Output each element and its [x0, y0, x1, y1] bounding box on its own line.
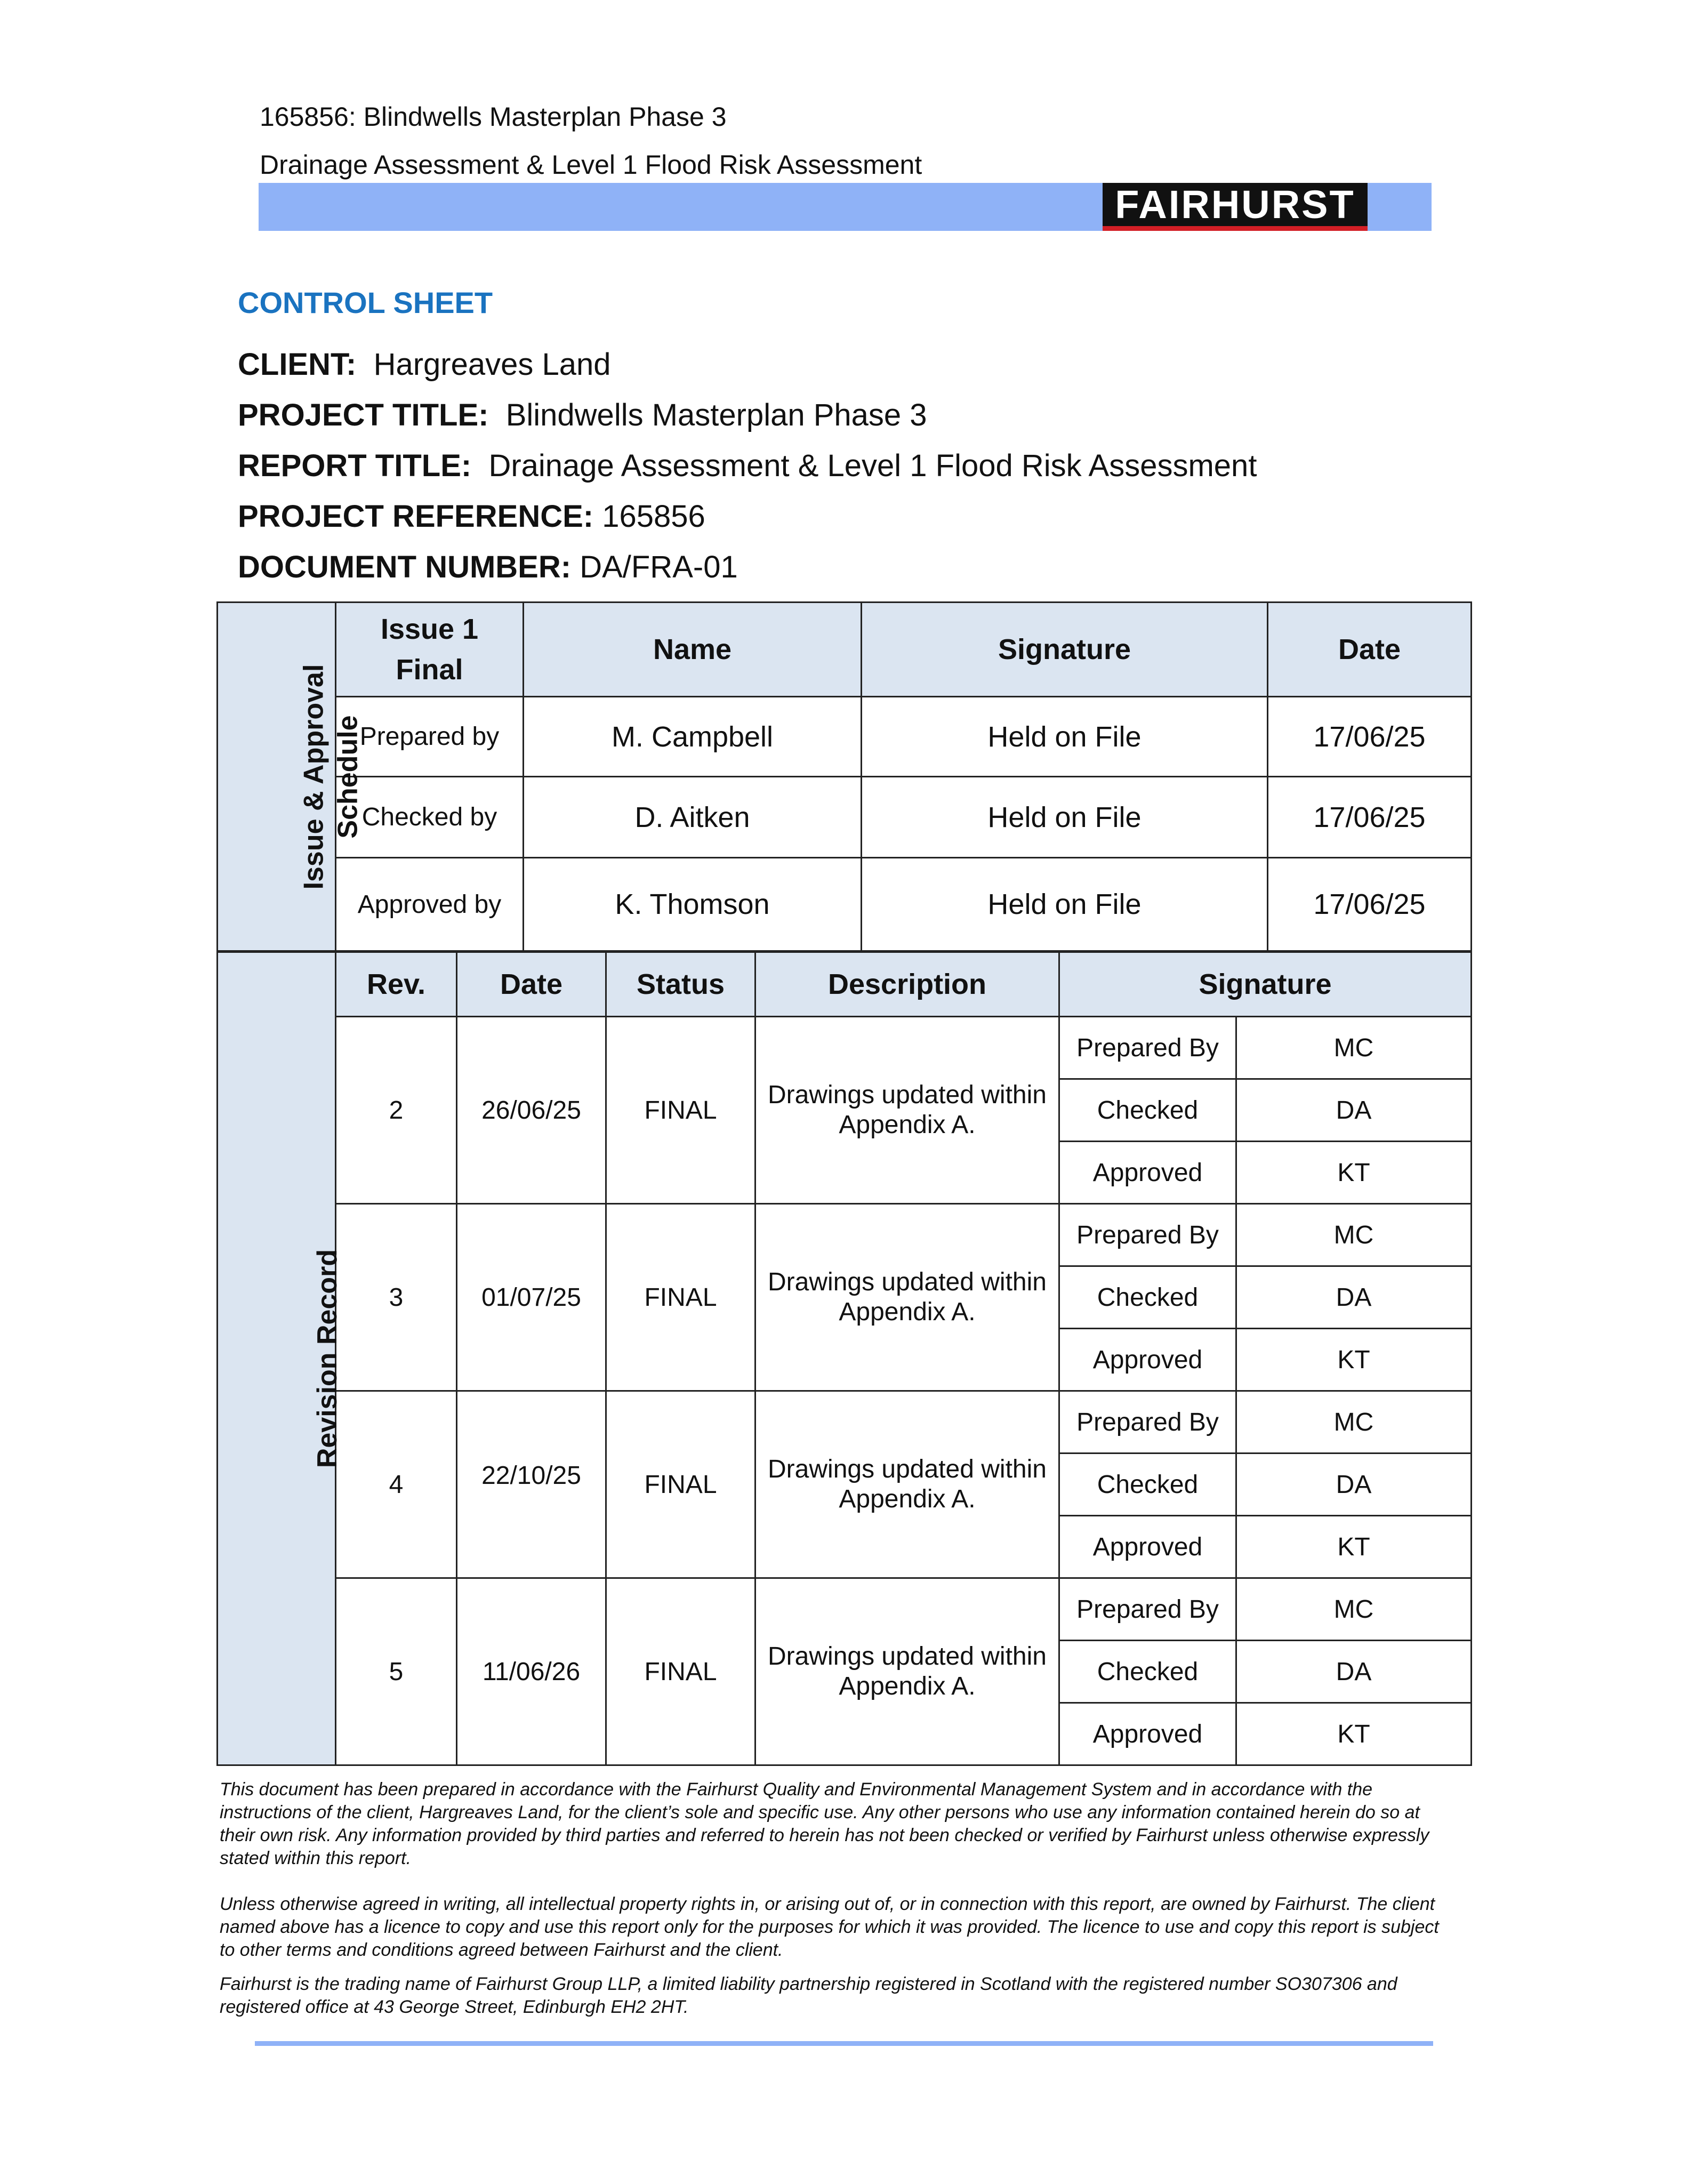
project-title-value: Blindwells Masterplan Phase 3: [505, 398, 927, 432]
sig-initials-cell: DA: [1236, 1454, 1472, 1516]
name-header: Name: [524, 603, 862, 697]
revision-side-text: Revision Record: [312, 1249, 343, 1468]
client-value: Hargreaves Land: [373, 347, 611, 382]
control-sheet-heading: CONTROL SHEET: [238, 286, 493, 319]
project-reference-label: PROJECT REFERENCE:: [238, 499, 594, 534]
name-cell: D. Aitken: [524, 777, 862, 858]
date-header: Date: [1268, 603, 1472, 697]
client-label: CLIENT:: [238, 347, 357, 382]
revision-table: [216, 951, 1472, 1766]
sig-role-cell: Approved: [1059, 1516, 1236, 1578]
disclaimer-paragraph-2: Unless otherwise agreed in writing, all intellectual property rights in, or arising out of, or in connection with this report, are owned by Fairhurst. The client named above has a licence to copy and use this report only for the purposes for which it was provided. The licence to use and copy this report is subject to other terms and conditions agreed between Fairhurst and the client.: [220, 1894, 1439, 1960]
date-cell: 17/06/25: [1268, 777, 1472, 858]
rev-number-cell: 2: [336, 1017, 457, 1204]
approval-side-line1: Issue & Approval: [298, 664, 329, 889]
disclaimer-paragraph-1: This document has been prepared in accordance with the Fairhurst Quality and Environmental Management System and in accordance with the instructions of the client, Hargreaves Land, for the client’s sole and specific use. Any other persons who use any information contained herein do so at their own risk. Any information provided by third parties and referred to herein has not been checked or verified by Fairhurst unless otherwise expressly stated within this report.: [220, 1779, 1429, 1868]
rev-date-cell: 01/07/25: [457, 1204, 606, 1391]
header-project-line: 165856: Blindwells Masterplan Phase 3: [260, 102, 727, 132]
desc-line2: Appendix A.: [839, 1298, 976, 1326]
sig-initials-cell: MC: [1236, 1204, 1472, 1266]
status-header: Status: [606, 952, 755, 1017]
date-cell: 17/06/25: [1268, 697, 1472, 777]
role-cell: Checked by: [336, 777, 524, 858]
rev-status-cell: FINAL: [606, 1391, 755, 1578]
desc-line1: Drawings updated within: [768, 1268, 1047, 1296]
approval-table: [216, 601, 1472, 952]
rev-number-cell: 5: [336, 1578, 457, 1765]
approval-side-line2: Schedule: [332, 714, 364, 839]
name-cell: M. Campbell: [524, 697, 862, 777]
rev-number-cell: 4: [336, 1391, 457, 1578]
table-row: [218, 697, 1472, 777]
sig-role-cell: Checked: [1059, 1266, 1236, 1329]
signature-cell: Held on File: [862, 777, 1268, 858]
sig-role-cell: Prepared By: [1059, 1204, 1236, 1266]
sig-initials-cell: KT: [1236, 1516, 1472, 1578]
rev-status-cell: FINAL: [606, 1578, 755, 1765]
rev-status-cell: FINAL: [606, 1017, 755, 1204]
table-row: [218, 1204, 1472, 1266]
rev-header: Rev.: [336, 952, 457, 1017]
rev-date-header: Date: [457, 952, 606, 1017]
sig-role-cell: Prepared By: [1059, 1017, 1236, 1079]
description-header: Description: [755, 952, 1059, 1017]
table-row: [218, 1578, 1472, 1641]
table-row: [218, 858, 1472, 951]
sig-role-cell: Prepared By: [1059, 1391, 1236, 1454]
sig-initials-cell: MC: [1236, 1017, 1472, 1079]
approval-side-label: [218, 603, 364, 951]
desc-line1: Drawings updated within: [768, 1642, 1047, 1671]
report-title-label: REPORT TITLE:: [238, 448, 472, 483]
rev-date-cell: 11/06/26: [457, 1578, 606, 1765]
sig-role-cell: Prepared By: [1059, 1578, 1236, 1641]
fairhurst-logo: FAIRHURST: [1103, 183, 1368, 231]
sig-initials-cell: DA: [1236, 1079, 1472, 1142]
desc-line2: Appendix A.: [839, 1672, 976, 1700]
sig-initials-cell: MC: [1236, 1578, 1472, 1641]
sig-initials-cell: KT: [1236, 1142, 1472, 1204]
project-title-line: [238, 397, 927, 433]
report-title-line: [238, 448, 1257, 484]
rev-status-cell: FINAL: [606, 1204, 755, 1391]
rev-date-cell: 26/06/25: [457, 1017, 606, 1204]
role-cell: Approved by: [336, 858, 524, 951]
project-title-label: PROJECT TITLE:: [238, 398, 489, 432]
rev-signature-header: Signature: [1059, 952, 1472, 1017]
sig-role-cell: Approved: [1059, 1703, 1236, 1765]
desc-line1: Drawings updated within: [768, 1081, 1047, 1109]
sig-role-cell: Approved: [1059, 1329, 1236, 1391]
document-number-label: DOCUMENT NUMBER:: [238, 550, 572, 584]
table-row: [218, 1017, 1472, 1079]
disclaimer-paragraph-3: Fairhurst is the trading name of Fairhurst Group LLP, a limited liability partnership registered in Scotland with the registered number SO307306 and registered office at 43 George Street, Edinburgh EH2 2HT.: [220, 1974, 1397, 2017]
sig-role-cell: Approved: [1059, 1142, 1236, 1204]
rev-description-cell: [755, 1578, 1059, 1765]
rev-description-cell: [755, 1204, 1059, 1391]
footer-rule: [255, 2041, 1433, 2046]
client-line: [238, 347, 611, 382]
header-report-line: Drainage Assessment & Level 1 Flood Risk Assessment: [260, 150, 922, 180]
desc-line1: Drawings updated within: [768, 1455, 1047, 1483]
rev-description-cell: [755, 1391, 1059, 1578]
signature-header: Signature: [862, 603, 1268, 697]
sig-initials-cell: DA: [1236, 1641, 1472, 1703]
document-number-value: DA/FRA-01: [580, 550, 738, 584]
signature-cell: Held on File: [862, 697, 1268, 777]
date-cell: 17/06/25: [1268, 858, 1472, 951]
rev-number-cell: 3: [336, 1204, 457, 1391]
table-row: [218, 1391, 1472, 1454]
signature-cell: Held on File: [862, 858, 1268, 951]
sig-initials-cell: KT: [1236, 1703, 1472, 1765]
sig-initials-cell: DA: [1236, 1266, 1472, 1329]
revision-side-label: [218, 952, 343, 1765]
project-reference-line: [238, 499, 705, 534]
desc-line2: Appendix A.: [839, 1485, 976, 1513]
desc-line2: Appendix A.: [839, 1111, 976, 1139]
sig-role-cell: Checked: [1059, 1454, 1236, 1516]
name-cell: K. Thomson: [524, 858, 862, 951]
report-title-value: Drainage Assessment & Level 1 Flood Risk Assessment: [488, 448, 1257, 483]
document-number-line: [238, 549, 738, 585]
table-row: [218, 777, 1472, 858]
issue-line2: Final: [396, 654, 463, 686]
sig-role-cell: Checked: [1059, 1079, 1236, 1142]
rev-description-cell: [755, 1017, 1059, 1204]
rev-date-cell: 22/10/25: [457, 1391, 606, 1578]
sig-initials-cell: MC: [1236, 1391, 1472, 1454]
project-reference-value: 165856: [602, 499, 705, 534]
role-cell: Prepared by: [336, 697, 524, 777]
issue-line1: Issue 1: [380, 613, 479, 645]
sig-role-cell: Checked: [1059, 1641, 1236, 1703]
sig-initials-cell: KT: [1236, 1329, 1472, 1391]
